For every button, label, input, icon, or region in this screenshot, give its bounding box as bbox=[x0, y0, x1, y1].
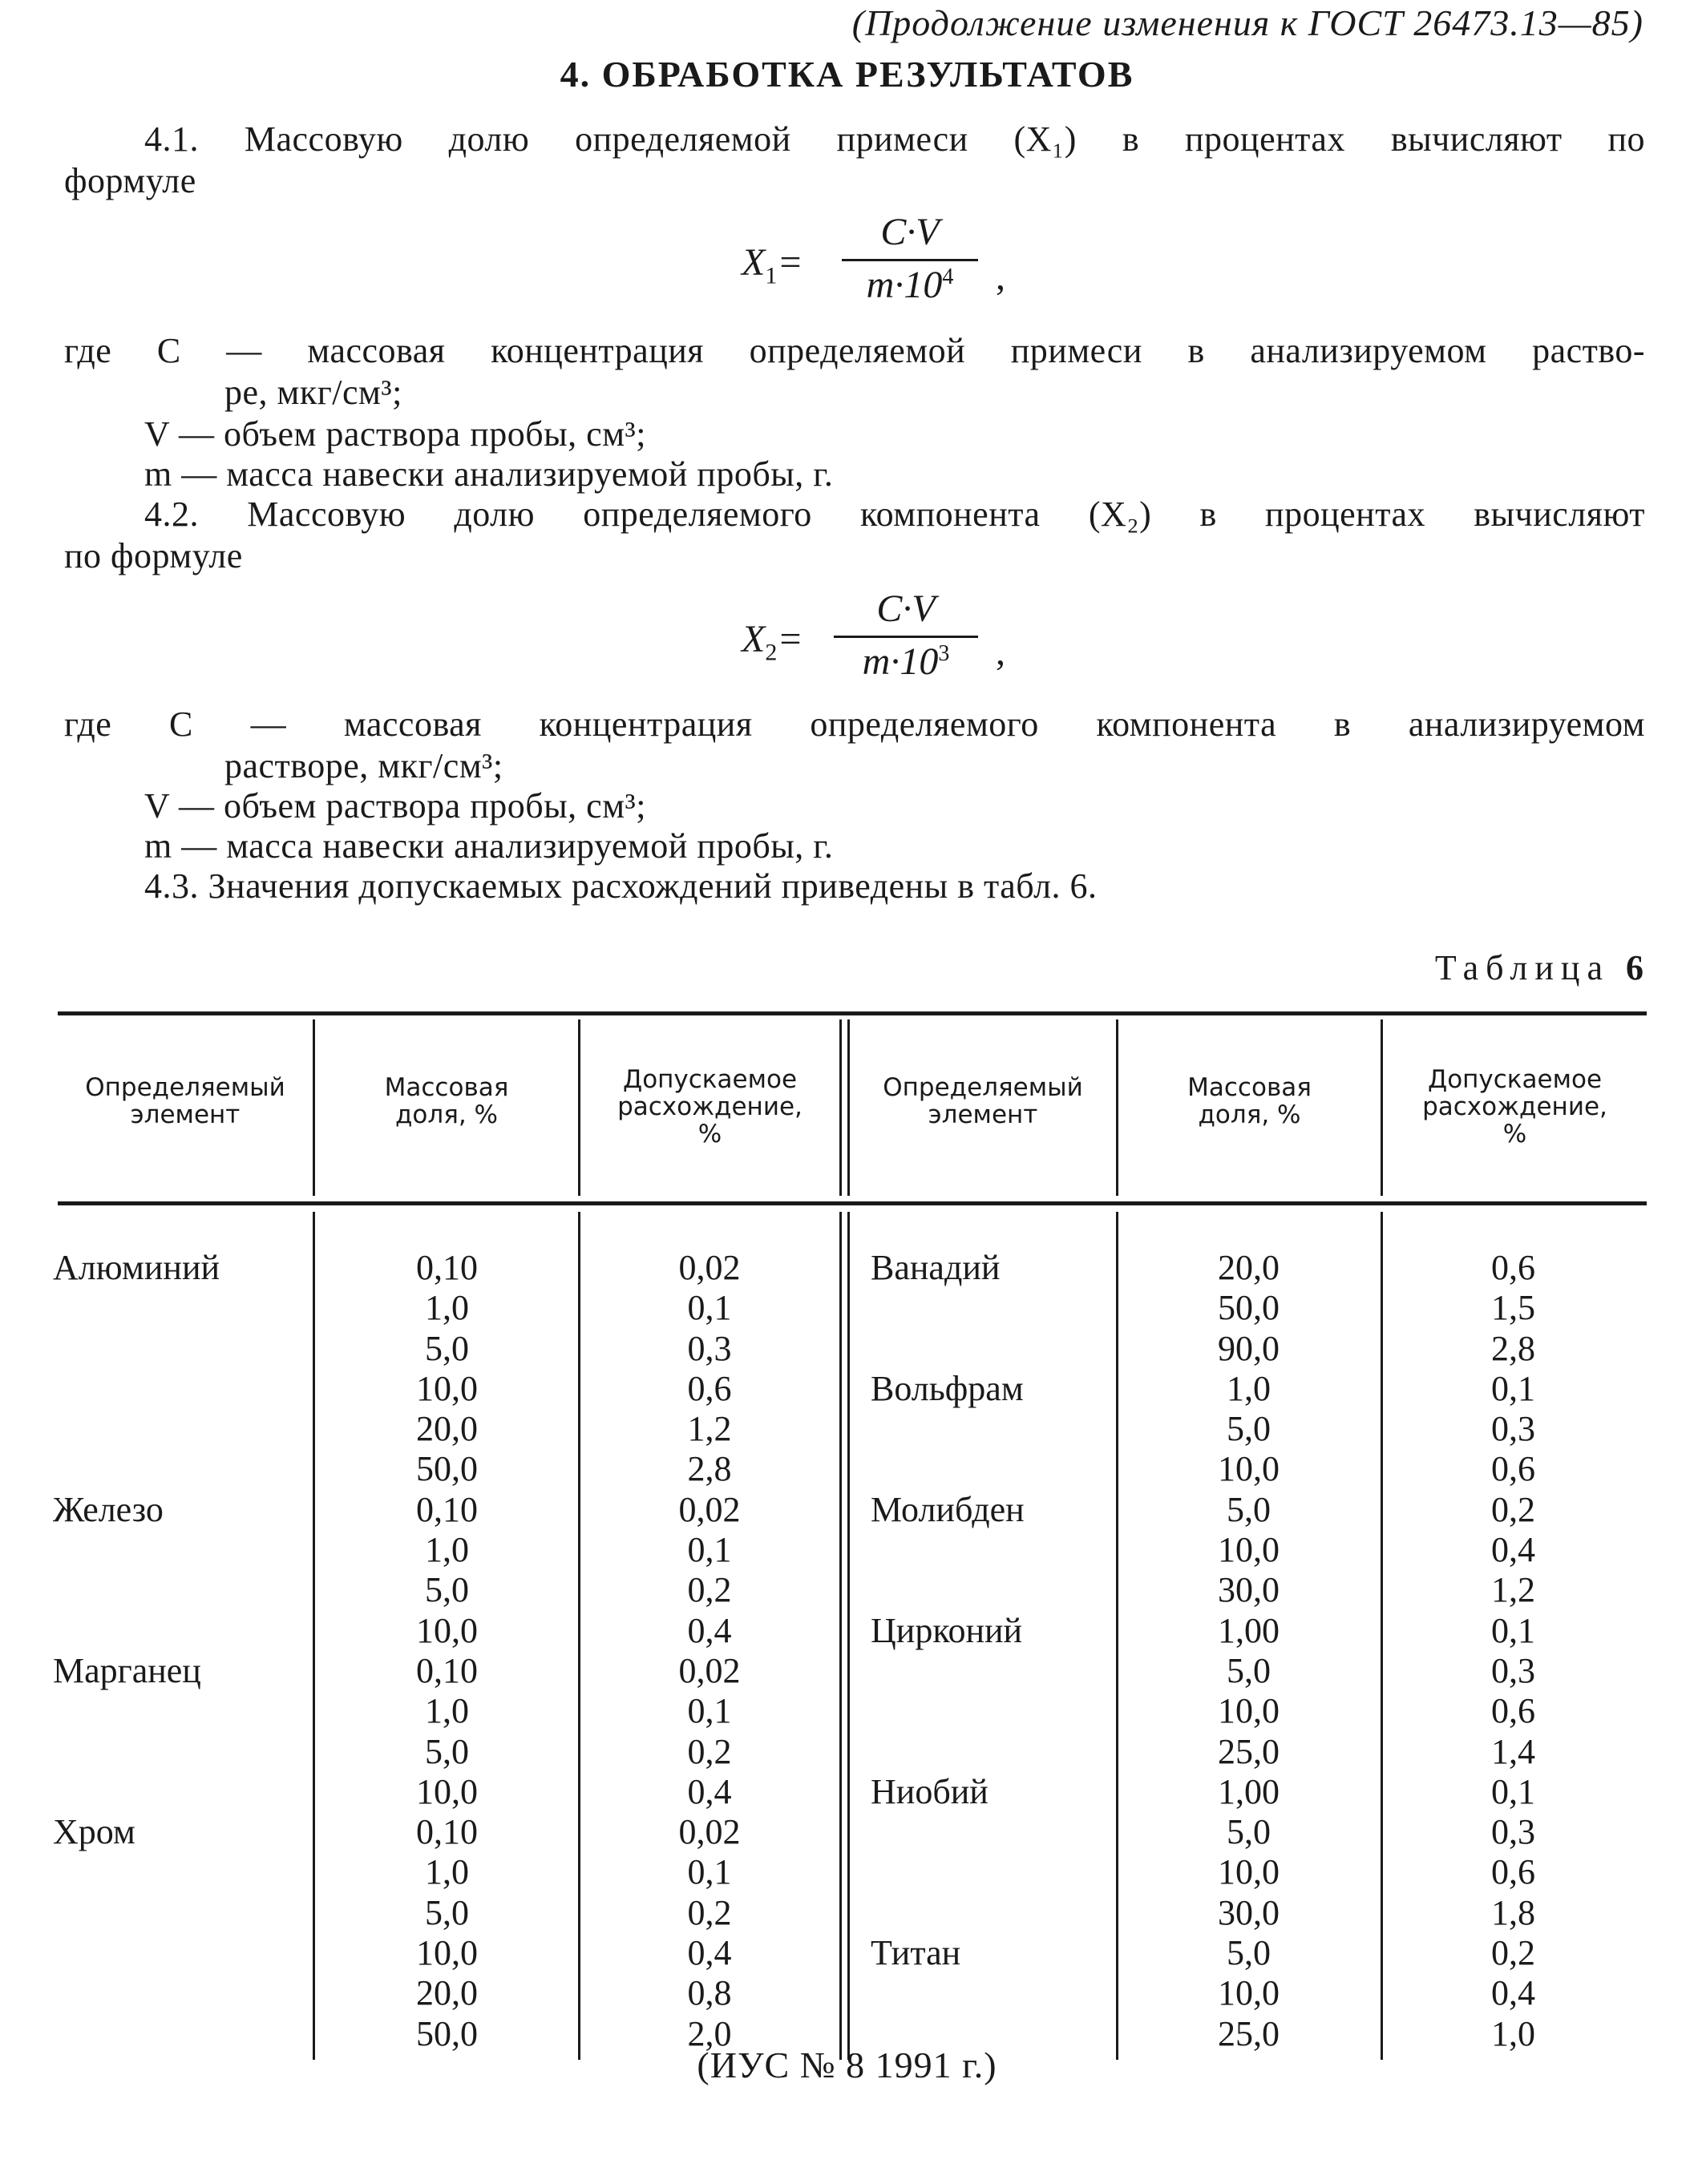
table-cell: 0,1 bbox=[687, 1691, 732, 1731]
table-cell: 0,2 bbox=[1491, 1489, 1535, 1529]
table-divider-body-2 bbox=[578, 1212, 580, 2060]
table-cell: 30,0 bbox=[1218, 1570, 1280, 1610]
where1-m-line: m — масса навески анализируемой пробы, г. bbox=[144, 454, 834, 494]
formula-x2-numerator: C·V bbox=[834, 587, 978, 638]
formula-x1-lhs: $X_1=$ bbox=[742, 241, 803, 289]
table-cell bbox=[53, 1691, 309, 1731]
table-cell: 50,0 bbox=[1218, 1288, 1280, 1328]
table-cell: Вольфрам bbox=[871, 1368, 1024, 1408]
table-cell: 0,2 bbox=[687, 1892, 732, 1932]
footer-reference: (ИУС № 8 1991 г.) bbox=[697, 2045, 997, 2085]
table-divider-head-3a bbox=[839, 1019, 842, 1196]
table-cell: 5,0 bbox=[1227, 1650, 1271, 1690]
table-cell bbox=[871, 1449, 1111, 1489]
formula-x2-fraction bbox=[834, 587, 978, 684]
table-caption: Таблица 6 bbox=[1434, 948, 1643, 987]
table-cell: 1,0 bbox=[425, 1288, 469, 1328]
table-cell bbox=[53, 1933, 309, 1973]
table-cell: 0,4 bbox=[687, 1933, 732, 1973]
header-element-right: Определяемый элемент bbox=[883, 1073, 1083, 1129]
table-cell bbox=[871, 1651, 1111, 1691]
formula-x1-comma: , bbox=[996, 256, 1005, 298]
table-cell: 0,6 bbox=[1491, 1449, 1535, 1489]
table-cell: Алюминий bbox=[53, 1248, 220, 1287]
formula-x2-comma: , bbox=[996, 631, 1005, 673]
table-cell: Ниобий bbox=[871, 1771, 989, 1811]
table-cell bbox=[53, 1973, 309, 2013]
table-cell: 0,1 bbox=[687, 1288, 732, 1328]
table-cell bbox=[871, 1812, 1111, 1852]
table-cell bbox=[53, 1369, 309, 1409]
table-header-rule bbox=[58, 1201, 1647, 1205]
table-cell: 1,2 bbox=[687, 1409, 732, 1449]
table-cell: 10,0 bbox=[1218, 1973, 1280, 2013]
table-divider-body-5 bbox=[1381, 1212, 1383, 2060]
table-cell: 10,0 bbox=[1218, 1691, 1280, 1731]
table-cell bbox=[53, 1288, 309, 1328]
table-cell: 30,0 bbox=[1218, 1892, 1280, 1932]
table-cell: 0,1 bbox=[687, 1852, 732, 1892]
table-cell: 2,8 bbox=[1491, 1328, 1535, 1368]
table-cell: 20,0 bbox=[1218, 1248, 1280, 1287]
table-cell: 0,1 bbox=[1491, 1771, 1535, 1811]
para-4-2-line2: по формуле bbox=[64, 536, 243, 575]
table-cell: 0,2 bbox=[687, 1731, 732, 1771]
table-cell: 50,0 bbox=[416, 1449, 478, 1489]
table-cell: 0,1 bbox=[687, 1530, 732, 1570]
table-cell: Хром bbox=[53, 1812, 135, 1852]
para-4-3: 4.3. Значения допускаемых расхождений приведены в табл. 6. bbox=[144, 866, 1098, 906]
table-cell: 0,2 bbox=[687, 1570, 732, 1610]
table-cell bbox=[53, 1570, 309, 1610]
formula-x2-lhs: $X_2=$ bbox=[742, 618, 803, 666]
para-4-1-line1: 4.1. Массовую долю определяемой примеси (X₁) в процентах вычисляют по bbox=[144, 119, 1645, 159]
table-cell: 25,0 bbox=[1218, 1731, 1280, 1771]
table-cell: 5,0 bbox=[1227, 1409, 1271, 1449]
table-cell bbox=[53, 1449, 309, 1489]
table-cell: Титан bbox=[871, 1933, 961, 1973]
formula-x2-denominator: $m\cdot 10^3$ bbox=[862, 640, 950, 683]
table-cell bbox=[871, 1852, 1111, 1892]
table-cell: 10,0 bbox=[416, 1368, 478, 1408]
table-top-rule bbox=[58, 1011, 1647, 1015]
table-cell: 0,6 bbox=[687, 1368, 732, 1408]
table-cell: 5,0 bbox=[1227, 1933, 1271, 1973]
where2-v-line: V — объем раствора пробы, см³; bbox=[144, 786, 646, 826]
table-cell bbox=[871, 1329, 1111, 1369]
where1-c-line1: где C — массовая концентрация определяемой примеси в анализируемом раство- bbox=[64, 331, 1645, 370]
table-cell: 25,0 bbox=[1218, 2013, 1280, 2053]
table-cell: 0,3 bbox=[1491, 1650, 1535, 1690]
formula-x1-fraction bbox=[842, 210, 978, 307]
table-cell: 1,0 bbox=[1227, 1368, 1271, 1408]
table-cell: 0,02 bbox=[678, 1650, 741, 1690]
table-cell: Ванадий bbox=[871, 1248, 1001, 1287]
table-cell: 10,0 bbox=[416, 1933, 478, 1973]
where1-v-line: V — объем раствора пробы, см³; bbox=[144, 414, 646, 454]
table-cell: 10,0 bbox=[1218, 1530, 1280, 1570]
table-cell: 5,0 bbox=[425, 1892, 469, 1932]
table-cell bbox=[871, 1973, 1111, 2013]
para-4-1-line2: формуле bbox=[64, 161, 196, 200]
column-left-fractions bbox=[321, 1248, 573, 2054]
para-4-2-line1: 4.2. Массовую долю определяемого компонента (X₂) в процентах вычисляют bbox=[144, 495, 1645, 534]
table-cell: 2,8 bbox=[687, 1449, 732, 1489]
table-cell: 0,10 bbox=[416, 1650, 478, 1690]
formula-x1-denominator: $m\cdot 10^4$ bbox=[866, 264, 954, 306]
table-divider-body-3b bbox=[847, 1212, 850, 2060]
table-divider-body-3a bbox=[839, 1212, 842, 2060]
table-cell: 5,0 bbox=[1227, 1812, 1271, 1852]
table-divider-body-4 bbox=[1116, 1212, 1118, 2060]
table-cell: 20,0 bbox=[416, 1409, 478, 1449]
table-cell: 0,4 bbox=[687, 1610, 732, 1650]
table-cell: 5,0 bbox=[1227, 1489, 1271, 1529]
section-title: 4. ОБРАБОТКА РЕЗУЛЬТАТОВ bbox=[560, 54, 1134, 95]
table-cell: 0,10 bbox=[416, 1812, 478, 1852]
table-cell: Молибден bbox=[871, 1489, 1025, 1529]
table-divider-body-1 bbox=[313, 1212, 315, 2060]
table-cell: 1,0 bbox=[425, 1691, 469, 1731]
table-cell: 0,4 bbox=[1491, 1973, 1535, 2013]
table-cell bbox=[871, 1288, 1111, 1328]
table-cell: 1,5 bbox=[1491, 1288, 1535, 1328]
table-cell: 1,0 bbox=[425, 1530, 469, 1570]
where2-c-line1: где C — массовая концентрация определяемого компонента в анализируемом bbox=[64, 704, 1645, 744]
table-cell: 0,02 bbox=[678, 1248, 741, 1287]
table-cell: 0,02 bbox=[678, 1489, 741, 1529]
table-cell bbox=[53, 1772, 309, 1812]
column-right-fractions bbox=[1122, 1248, 1375, 2054]
table-cell bbox=[871, 1732, 1111, 1772]
table-cell: 1,2 bbox=[1491, 1570, 1535, 1610]
table-cell bbox=[871, 1570, 1111, 1610]
table-cell: 0,4 bbox=[687, 1771, 732, 1811]
table-cell: 5,0 bbox=[425, 1731, 469, 1771]
table-cell bbox=[871, 1409, 1111, 1449]
table-cell: 5,0 bbox=[425, 1328, 469, 1368]
table-cell: Цирконий bbox=[871, 1610, 1023, 1650]
header-fraction-right: Массовая доля, % bbox=[1187, 1073, 1312, 1129]
table-cell: 0,6 bbox=[1491, 1691, 1535, 1731]
where2-c-line2: растворе, мкг/см³; bbox=[224, 746, 503, 785]
header-note: (Продолжение изменения к ГОСТ 26473.13—85) bbox=[851, 2, 1643, 43]
column-right-tolerances bbox=[1387, 1248, 1639, 2054]
table-cell: 90,0 bbox=[1218, 1328, 1280, 1368]
column-right-elements bbox=[871, 1248, 1111, 2054]
where2-m-line: m — масса навески анализируемой пробы, г. bbox=[144, 826, 834, 866]
header-element-left: Определяемый элемент bbox=[85, 1073, 285, 1129]
table-cell: Железо bbox=[53, 1489, 164, 1529]
table-cell: 0,3 bbox=[1491, 1812, 1535, 1852]
table-cell: 5,0 bbox=[425, 1570, 469, 1610]
table-cell bbox=[53, 1329, 309, 1369]
table-cell bbox=[53, 1409, 309, 1449]
header-tolerance-left: Допускаемое расхождение, % bbox=[617, 1065, 803, 1149]
where1-c-line2: ре, мкг/см³; bbox=[224, 373, 402, 412]
column-left-elements bbox=[53, 1248, 309, 2014]
table-cell bbox=[53, 1732, 309, 1772]
table-cell: 1,00 bbox=[1218, 1771, 1280, 1811]
table-cell: 0,6 bbox=[1491, 1248, 1535, 1287]
table-cell: 1,4 bbox=[1491, 1731, 1535, 1771]
table-cell: 10,0 bbox=[1218, 1852, 1280, 1892]
table-cell: 0,10 bbox=[416, 1248, 478, 1287]
table-cell: 10,0 bbox=[416, 1610, 478, 1650]
table-cell: 50,0 bbox=[416, 2013, 478, 2053]
table-cell bbox=[53, 1893, 309, 1933]
table-cell: 0,6 bbox=[1491, 1852, 1535, 1892]
table-cell: 1,00 bbox=[1218, 1610, 1280, 1650]
table-cell: 10,0 bbox=[416, 1771, 478, 1811]
table-cell: 0,2 bbox=[1491, 1933, 1535, 1973]
table-cell: 0,1 bbox=[1491, 1368, 1535, 1408]
table-cell: 10,0 bbox=[1218, 1449, 1280, 1489]
table-cell: 0,3 bbox=[1491, 1409, 1535, 1449]
table-cell bbox=[871, 1893, 1111, 1933]
table-cell bbox=[871, 1530, 1111, 1570]
table-cell bbox=[53, 1611, 309, 1651]
table-cell: 0,10 bbox=[416, 1489, 478, 1529]
table-cell: Марганец bbox=[53, 1650, 201, 1690]
formula-x1-numerator: C·V bbox=[842, 210, 978, 261]
table-cell: 1,8 bbox=[1491, 1892, 1535, 1932]
column-left-tolerances bbox=[585, 1248, 834, 2054]
table-cell: 0,02 bbox=[678, 1812, 741, 1852]
table-cell: 0,3 bbox=[687, 1328, 732, 1368]
header-fraction-left: Массовая доля, % bbox=[384, 1073, 509, 1129]
table-cell: 0,4 bbox=[1491, 1530, 1535, 1570]
table-cell: 0,8 bbox=[687, 1973, 732, 2013]
table-cell: 1,0 bbox=[425, 1852, 469, 1892]
table-cell: 1,0 bbox=[1491, 2013, 1535, 2053]
table-cell: 0,1 bbox=[1491, 1610, 1535, 1650]
table-cell bbox=[871, 1691, 1111, 1731]
table-cell bbox=[53, 1530, 309, 1570]
table-cell bbox=[53, 1852, 309, 1892]
table-cell: 20,0 bbox=[416, 1973, 478, 2013]
table-cell: 2,0 bbox=[687, 2013, 732, 2053]
header-tolerance-right: Допускаемое расхождение, % bbox=[1422, 1065, 1607, 1149]
